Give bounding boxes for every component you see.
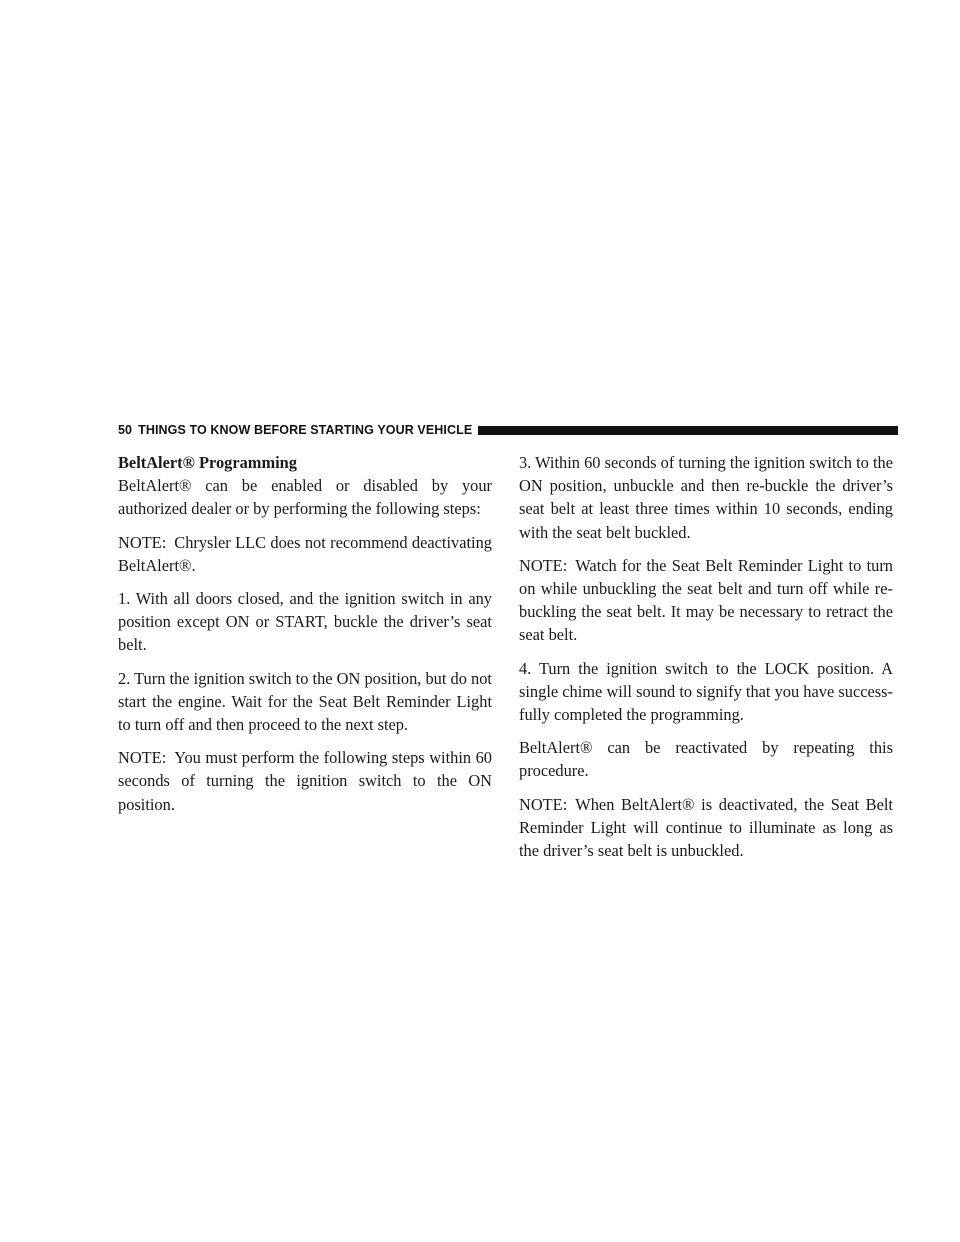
section-title: THINGS TO KNOW BEFORE STARTING YOUR VEHICLE <box>138 423 473 437</box>
section-heading: BeltAlert® Programming <box>118 453 297 472</box>
note-text: You must perform the following steps within 60 seconds of turning the ignition switch to the ON position. <box>118 748 492 814</box>
header-rule <box>478 426 898 435</box>
reactivate-paragraph: BeltAlert® can be reactivated by repeating this procedure. <box>519 738 893 781</box>
note-paragraph <box>118 531 492 577</box>
left-column <box>118 451 492 826</box>
note-text: Watch for the Seat Belt Reminder Light to turn on while unbuckling the seat belt and turn off while re-buckling the seat belt. It may be necessary to retract the seat belt. <box>519 555 893 645</box>
note-label: NOTE: <box>118 748 167 768</box>
page-number: 50 <box>118 423 133 437</box>
page-header <box>118 422 898 438</box>
note-paragraph <box>519 793 893 863</box>
step-2-paragraph: 2. Turn the ignition switch to the ON position, but do not start the engine. Wait for the Seat Belt Reminder Light to turn off and then proceed to the next step. <box>118 668 492 735</box>
intro-paragraph: BeltAlert® can be enabled or disabled by your authorized dealer or by performing the following steps: <box>118 476 492 519</box>
note-label: NOTE: <box>519 555 568 575</box>
note-paragraph <box>118 746 492 816</box>
note-paragraph <box>519 554 893 647</box>
step-1-paragraph: 1. With all doors closed, and the ignition switch in any position except ON or START, buckle the driver’s seat belt. <box>118 589 492 655</box>
note-text: Chrysler LLC does not recommend deactivating BeltAlert®. <box>118 532 492 575</box>
note-text: When BeltAlert® is deactivated, the Seat Belt Reminder Light will continue to illuminate as long as the driver’s seat belt is unbuckled. <box>519 794 893 861</box>
step-4-paragraph: 4. Turn the ignition switch to the LOCK position. A single chime will sound to signify that you have success-fully completed the programming. <box>519 658 893 725</box>
step-3-paragraph: 3. Within 60 seconds of turning the ignition switch to the ON position, unbuckle and then re-buckle the driver’s seat belt at least three times within 10 seconds, ending with the seat belt buckled. <box>519 453 893 542</box>
right-column <box>519 451 893 872</box>
note-label: NOTE: <box>519 794 568 814</box>
note-label: NOTE: <box>118 532 167 552</box>
